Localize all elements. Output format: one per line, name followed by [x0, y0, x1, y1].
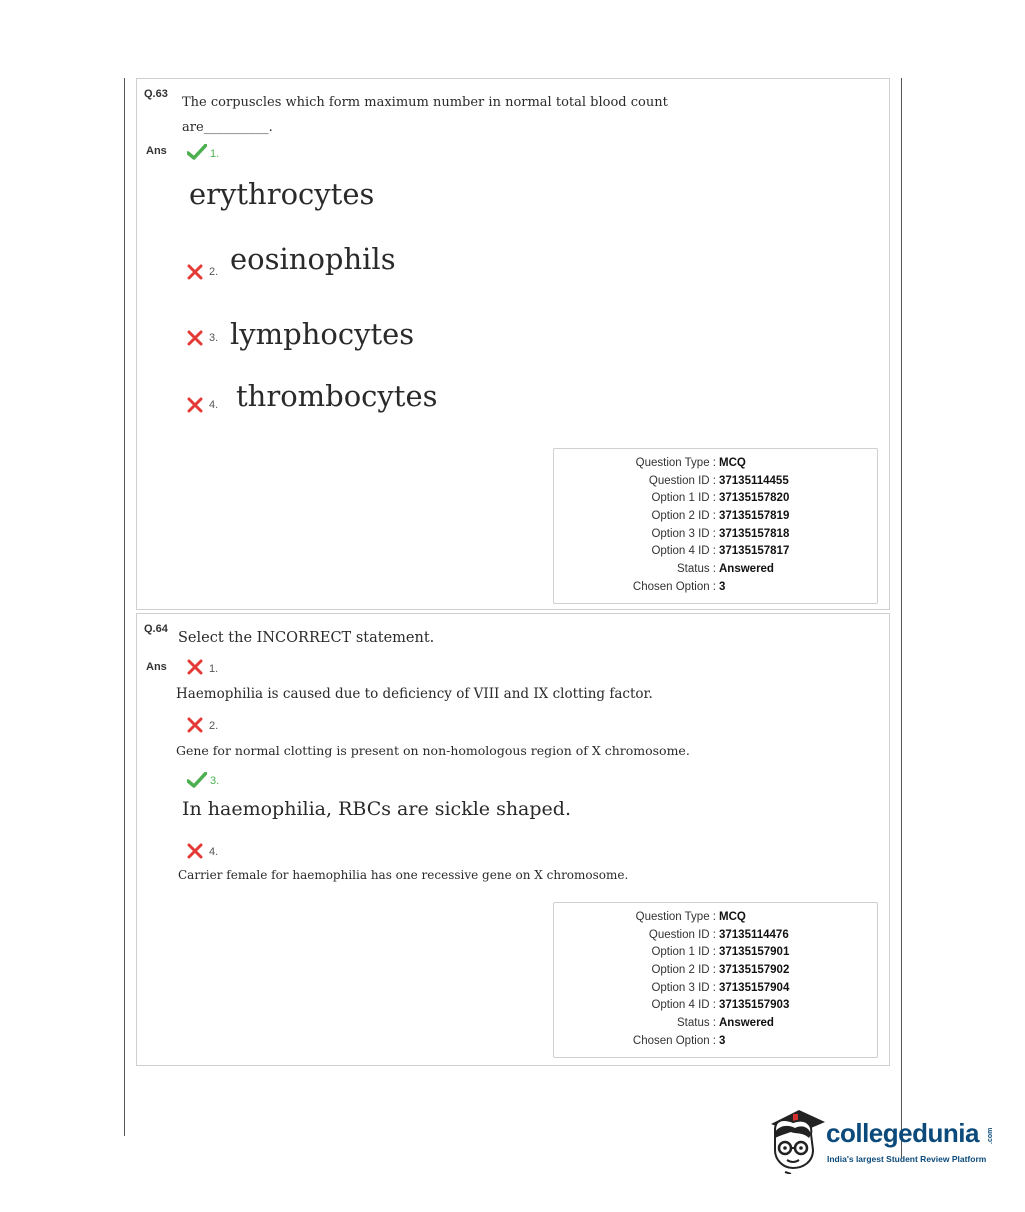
meta-key: Question Type :	[635, 457, 716, 469]
option-text: Gene for normal clotting is present on non-homologous region of X chromosome.	[176, 743, 690, 758]
logo-suffix: .com	[987, 1127, 994, 1144]
question-text-line1: Select the INCORRECT statement.	[178, 630, 435, 646]
question-meta-panel-64	[553, 902, 878, 1058]
meta-value: Answered	[719, 1017, 774, 1029]
option-text: erythrocytes	[189, 177, 375, 211]
meta-value: 3	[719, 581, 726, 593]
meta-key: Question ID :	[648, 475, 716, 487]
option-number: 3.	[209, 332, 219, 344]
ans-label: Ans	[146, 661, 167, 673]
meta-key: Option 1 ID :	[651, 946, 716, 958]
meta-key: Option 1 ID :	[651, 492, 716, 504]
meta-value: 37135157820	[719, 492, 790, 504]
meta-key: Question ID :	[648, 929, 716, 941]
collegedunia-logo	[765, 1100, 1005, 1180]
question-meta-panel-63	[553, 448, 878, 604]
meta-value: 3	[719, 1035, 726, 1047]
logo-tagline: India's largest Student Review Platform	[827, 1154, 987, 1164]
left-margin-line	[124, 78, 125, 1136]
option-number: 2.	[209, 720, 219, 732]
option-text: eosinophils	[230, 242, 396, 276]
meta-key: Option 2 ID :	[651, 510, 716, 522]
meta-value: 37135157904	[719, 982, 790, 994]
logo-wordmark: collegedunia	[826, 1118, 979, 1148]
option-text: In haemophilia, RBCs are sickle shaped.	[182, 798, 571, 820]
meta-value: MCQ	[719, 457, 746, 469]
question-number: Q.63	[144, 88, 168, 100]
option-text: thrombocytes	[236, 379, 438, 413]
check-icon	[187, 772, 207, 793]
option-number: 4.	[209, 846, 219, 858]
cross-icon	[187, 264, 203, 285]
option-text: Haemophilia is caused due to deficiency of VIII and IX clotting factor.	[176, 686, 653, 702]
meta-value: 37135157901	[719, 946, 790, 958]
right-margin-line	[901, 78, 902, 1158]
meta-value: 37135157817	[719, 545, 790, 557]
check-icon	[187, 144, 207, 165]
cross-icon	[187, 843, 203, 864]
meta-value: 37135157903	[719, 999, 790, 1011]
meta-key: Chosen Option :	[632, 581, 716, 593]
meta-value: 37135157819	[719, 510, 790, 522]
meta-value: Answered	[719, 563, 774, 575]
meta-value: 37135157818	[719, 528, 790, 540]
meta-key: Chosen Option :	[632, 1035, 716, 1047]
question-text-line2: are__________.	[182, 120, 273, 135]
meta-value: 37135114476	[719, 929, 789, 941]
option-number: 3.	[210, 775, 220, 787]
cross-icon	[187, 330, 203, 351]
option-number: 1.	[209, 663, 219, 675]
meta-key: Option 3 ID :	[651, 982, 716, 994]
meta-value: 37135114455	[719, 475, 789, 487]
meta-key: Option 4 ID :	[651, 545, 716, 557]
question-number: Q.64	[144, 623, 168, 635]
meta-value: MCQ	[719, 911, 746, 923]
option-number: 1.	[210, 148, 220, 160]
meta-key: Status :	[677, 1017, 716, 1029]
option-text: Carrier female for haemophilia has one recessive gene on X chromosome.	[178, 868, 629, 882]
meta-value: 37135157902	[719, 964, 790, 976]
meta-key: Status :	[677, 563, 716, 575]
meta-key: Option 2 ID :	[651, 964, 716, 976]
meta-key: Option 3 ID :	[651, 528, 716, 540]
cross-icon	[187, 397, 203, 418]
meta-key: Option 4 ID :	[651, 999, 716, 1011]
meta-key: Question Type :	[635, 911, 716, 923]
question-text-line1: The corpuscles which form maximum number in normal total blood count	[182, 95, 668, 110]
option-text: lymphocytes	[230, 317, 415, 351]
cross-icon	[187, 659, 203, 680]
option-number: 4.	[209, 399, 219, 411]
option-number: 2.	[209, 266, 219, 278]
ans-label: Ans	[146, 145, 167, 157]
cross-icon	[187, 717, 203, 738]
mascot-icon	[765, 1104, 827, 1179]
